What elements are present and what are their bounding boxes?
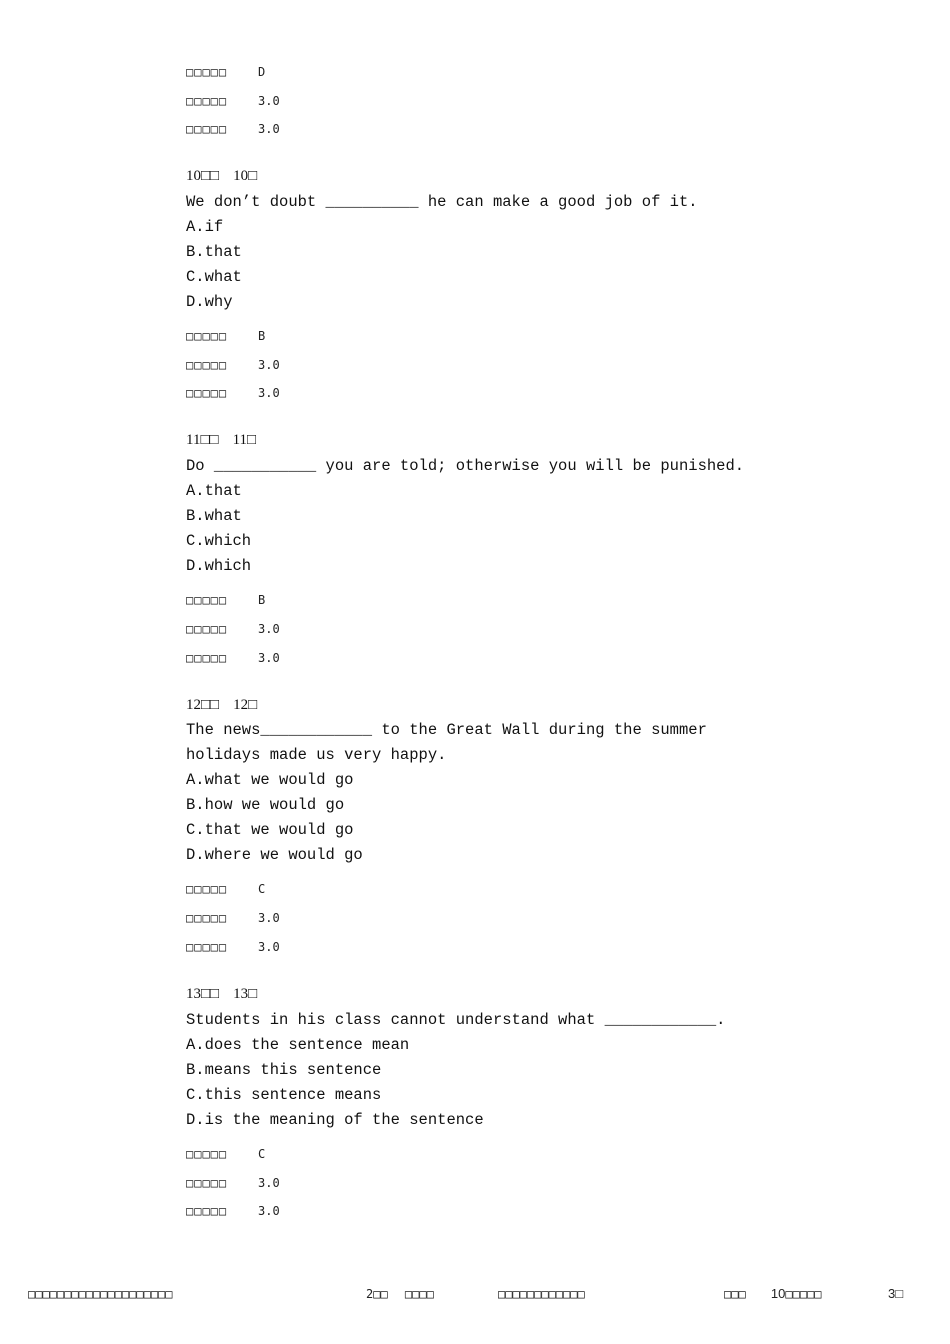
question-index-alt: 11□ <box>232 432 257 448</box>
earned-label: □□□□□ <box>186 1204 228 1218</box>
score-label: □□□□□ <box>186 622 228 636</box>
option-c: C.this sentence means <box>186 1086 382 1104</box>
score-value: 3.0 <box>258 911 280 925</box>
footer-page-info <box>366 1285 434 1303</box>
earned-label: □□□□□ <box>186 651 228 665</box>
earned-value: 3.0 <box>258 122 280 136</box>
option-c: C.that we would go <box>186 821 354 839</box>
question-number <box>186 695 257 715</box>
answer-row <box>186 881 265 897</box>
question-text-continued: holidays made us very happy. <box>186 746 447 764</box>
earned-value: 3.0 <box>258 651 280 665</box>
answer-row <box>186 1146 265 1162</box>
option-a: A.if <box>186 218 224 236</box>
question-index: 10□□ <box>186 168 220 184</box>
answer-value: B <box>258 593 266 607</box>
question-index-alt: 13□ <box>233 986 258 1002</box>
answer-row <box>186 328 265 344</box>
score-label: □□□□□ <box>186 1176 228 1190</box>
score-row <box>186 621 280 637</box>
answer-label: □□□□□ <box>186 329 228 343</box>
footer-source: □□□□□□□□□□□□□□□□□□□□ <box>28 1287 173 1301</box>
question-index: 11□□ <box>186 432 219 448</box>
score-row <box>186 357 280 373</box>
footer-count-suffix: □□□□□ <box>785 1287 822 1301</box>
footer-middle: □□□□□□□□□□□□ <box>498 1287 585 1301</box>
option-d: D.is the meaning of the sentence <box>186 1111 484 1129</box>
question-number <box>186 984 257 1004</box>
earned-label: □□□□□ <box>186 386 228 400</box>
earned-row <box>186 650 280 666</box>
question-number <box>186 430 256 450</box>
option-b: B.what <box>186 507 242 525</box>
question-text: Students in his class cannot understand what ____________. <box>186 1011 726 1029</box>
score-label: □□□□□ <box>186 358 228 372</box>
option-d: D.why <box>186 293 233 311</box>
question-index: 13□□ <box>186 986 220 1002</box>
earned-row <box>186 1203 280 1219</box>
option-b: B.how we would go <box>186 796 345 814</box>
question-text: We don’t doubt __________ he can make a good job of it. <box>186 193 698 211</box>
option-b: B.means this sentence <box>186 1061 382 1079</box>
option-a: A.that <box>186 482 242 500</box>
score-value: 3.0 <box>258 622 280 636</box>
footer-count-label: □□□ <box>724 1287 746 1301</box>
score-label: □□□□□ <box>186 94 228 108</box>
question-number <box>186 166 257 186</box>
footer-page-label: 2□□ <box>366 1287 388 1301</box>
footer-count-info <box>724 1285 822 1303</box>
answer-label: □□□□□ <box>186 882 228 896</box>
footer-count: 10 <box>770 1286 786 1301</box>
score-value: 3.0 <box>258 358 280 372</box>
answer-label: □□□□□ <box>186 1147 228 1161</box>
answer-value: C <box>258 1147 266 1161</box>
earned-value: 3.0 <box>258 940 280 954</box>
option-d: D.where we would go <box>186 846 363 864</box>
footer-page-number: 3□ <box>888 1286 904 1301</box>
earned-row <box>186 121 280 137</box>
earned-row <box>186 939 280 955</box>
answer-value: D <box>258 65 266 79</box>
earned-row <box>186 385 280 401</box>
question-text: Do ___________ you are told; otherwise you will be punished. <box>186 457 745 475</box>
earned-label: □□□□□ <box>186 122 228 136</box>
score-label: □□□□□ <box>186 911 228 925</box>
score-row <box>186 1175 280 1191</box>
score-row <box>186 910 280 926</box>
answer-value: B <box>258 329 266 343</box>
answer-row <box>186 592 265 608</box>
question-text: The news____________ to the Great Wall during the summer <box>186 721 707 739</box>
option-d: D.which <box>186 557 252 575</box>
answer-row <box>186 64 265 80</box>
earned-label: □□□□□ <box>186 940 228 954</box>
option-b: B.that <box>186 243 242 261</box>
option-a: A.what we would go <box>186 771 354 789</box>
question-index-alt: 10□ <box>233 168 258 184</box>
option-c: C.which <box>186 532 252 550</box>
score-row <box>186 93 280 109</box>
answer-label: □□□□□ <box>186 593 228 607</box>
question-index-alt: 12□ <box>233 697 258 713</box>
option-a: A.does the sentence mean <box>186 1036 410 1054</box>
earned-value: 3.0 <box>258 1204 280 1218</box>
answer-value: C <box>258 882 266 896</box>
option-c: C.what <box>186 268 242 286</box>
score-value: 3.0 <box>258 1176 280 1190</box>
question-index: 12□□ <box>186 697 220 713</box>
footer-page-suffix: □□□□ <box>404 1287 434 1301</box>
score-value: 3.0 <box>258 94 280 108</box>
earned-value: 3.0 <box>258 386 280 400</box>
answer-label: □□□□□ <box>186 65 228 79</box>
